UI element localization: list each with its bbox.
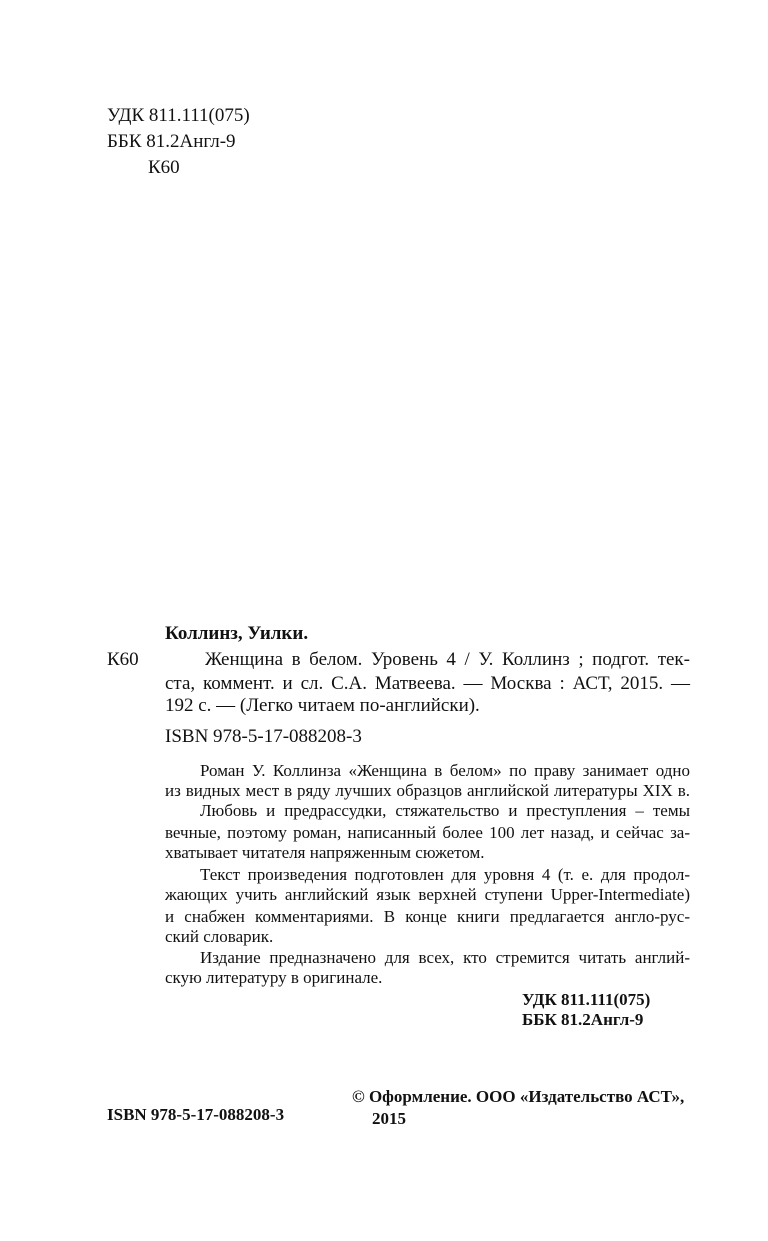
author-heading: Коллинз, Уилки.	[165, 623, 309, 644]
footer-isbn: ISBN 978-5-17-088208-3	[107, 1105, 285, 1124]
annotation-line: хватывает читателя напряженным сюжетом.	[165, 843, 485, 862]
isbn: ISBN 978-5-17-088208-3	[165, 726, 362, 747]
copyright-year: 2015	[372, 1109, 406, 1128]
annotation-line: из видных мест в ряду лучших образцов английской литературы XIX в.	[165, 781, 690, 800]
annotation-line: и снабжен комментариями. В конце книги предлагается англо-рус-	[165, 907, 690, 926]
annotation-line: скую литературу в оригинале.	[165, 968, 383, 987]
bbk-code: ББК 81.2Англ-9	[107, 131, 236, 152]
author-mark: К60	[107, 649, 139, 670]
annotation-line: Любовь и предрассудки, стяжательство и преступления – темы	[200, 801, 690, 820]
bbk-code: ББК 81.2Англ-9	[522, 1010, 644, 1029]
annotation-line: Роман У. Коллинза «Женщина в белом» по праву занимает одно	[200, 761, 690, 780]
entry-line: Женщина в белом. Уровень 4 / У. Коллинз ; подгот. тек-	[205, 649, 690, 670]
annotation-line: ский словарик.	[165, 927, 274, 946]
entry-line: ста, коммент. и сл. С.А. Матвеева. — Москва : АСТ, 2015. —	[165, 673, 690, 694]
annotation-line: жающих учить английский язык верхней ступени Upper-Intermediate)	[165, 885, 690, 904]
copyright-line: © Оформление. ООО «Издательство АСТ»,	[352, 1087, 685, 1106]
udk-code: УДК 811.111(075)	[107, 105, 250, 126]
entry-line: 192 с. — (Легко читаем по-английски).	[165, 695, 480, 716]
author-mark: К60	[148, 157, 180, 178]
annotation-line: Издание предназначено для всех, кто стремится читать англий-	[200, 948, 690, 967]
udk-code: УДК 811.111(075)	[522, 990, 651, 1009]
annotation-line: вечные, поэтому роман, написанный более 100 лет назад, и сейчас за-	[165, 823, 690, 842]
annotation-line: Текст произведения подготовлен для уровня 4 (т. е. для продол-	[200, 865, 690, 884]
